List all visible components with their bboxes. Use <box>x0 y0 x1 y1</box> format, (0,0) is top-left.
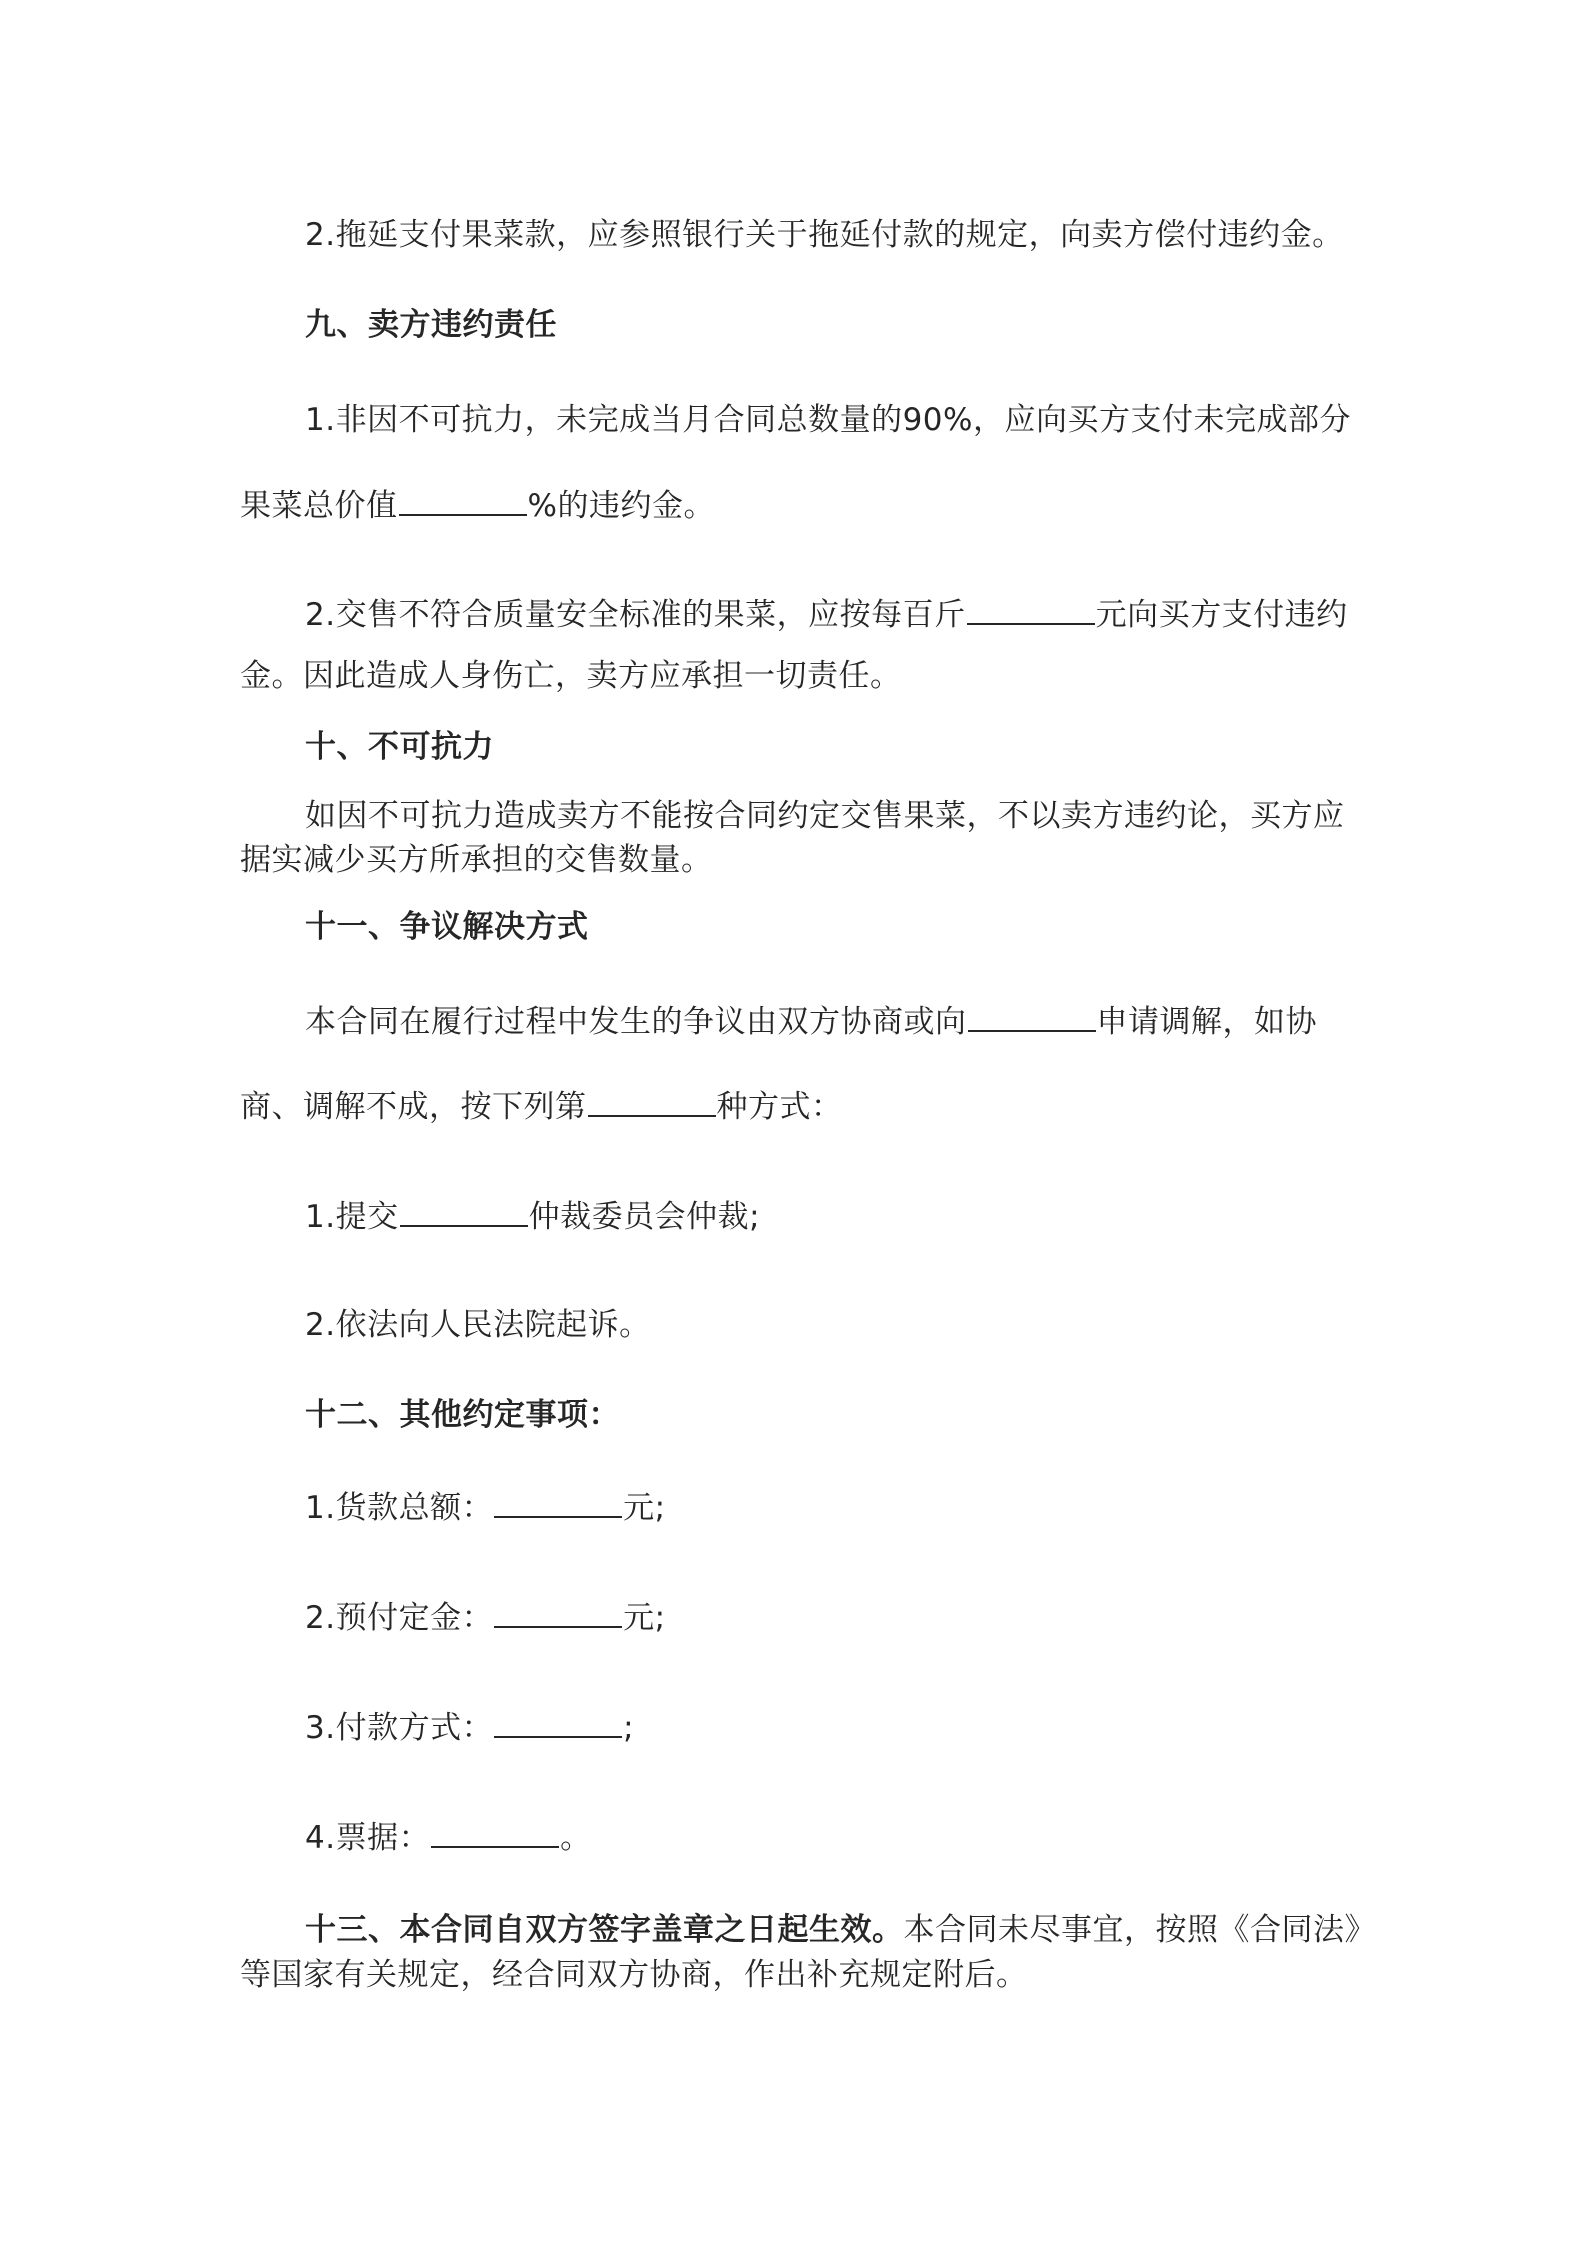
blank-field <box>399 484 527 516</box>
clause-13-line-2: 等国家有关规定，经合同双方协商，作出补充规定附后。 <box>240 1957 1028 1993</box>
clause-12-item-4: 4.票据： 。 <box>305 1816 592 1858</box>
clause-12-item-2: 2.预付定金： 元; <box>305 1596 666 1638</box>
clause-8-item-2: 2.拖延支付果菜款，应参照银行关于拖延付款的规定，向卖方偿付违约金。 <box>305 217 1344 253</box>
blank-field <box>968 1000 1096 1032</box>
blank-field <box>494 1596 622 1628</box>
blank-field <box>431 1816 559 1848</box>
clause-10-line-1: 如因不可抗力造成卖方不能按合同约定交售果菜，不以卖方违约论，买方应 <box>305 798 1345 834</box>
clause-12-item-1: 1.货款总额： 元; <box>305 1486 666 1528</box>
blank-field <box>400 1195 528 1227</box>
blank-field <box>494 1486 622 1518</box>
clause-11-line-1: 本合同在履行过程中发生的争议由双方协商或向 申请调解，如协 <box>305 1000 1317 1042</box>
section-12-heading: 十二、其他约定事项： <box>305 1397 620 1433</box>
clause-10-line-2: 据实减少买方所承担的交售数量。 <box>240 842 713 878</box>
clause-9-item-2-line-2: 金。因此造成人身伤亡，卖方应承担一切责任。 <box>240 658 902 694</box>
clause-11-option-2: 2.依法向人民法院起诉。 <box>305 1307 651 1343</box>
clause-9-item-1-line-2: 果菜总价值 %的违约金。 <box>240 484 715 526</box>
clause-13-line-1: 十三、本合同自双方签字盖章之日起生效。本合同未尽事宜，按照《合同法》 <box>305 1912 1376 1948</box>
section-10-heading: 十、不可抗力 <box>305 729 494 765</box>
clause-11-line-2: 商、调解不成，按下列第 种方式： <box>240 1085 843 1127</box>
section-9-heading: 九、卖方违约责任 <box>305 307 557 343</box>
clause-9-item-1-line-1: 1.非因不可抗力，未完成当月合同总数量的90%，应向买方支付未完成部分 <box>305 402 1351 438</box>
clause-9-item-2-line-1: 2.交售不符合质量安全标准的果菜，应按每百斤 元向买方支付违约 <box>305 593 1348 635</box>
blank-field <box>967 593 1095 625</box>
blank-field <box>494 1706 622 1738</box>
section-11-heading: 十一、争议解决方式 <box>305 909 589 945</box>
clause-12-item-3: 3.付款方式： ; <box>305 1706 634 1748</box>
clause-11-option-1: 1.提交 仲裁委员会仲裁; <box>305 1195 760 1237</box>
blank-field <box>588 1085 716 1117</box>
